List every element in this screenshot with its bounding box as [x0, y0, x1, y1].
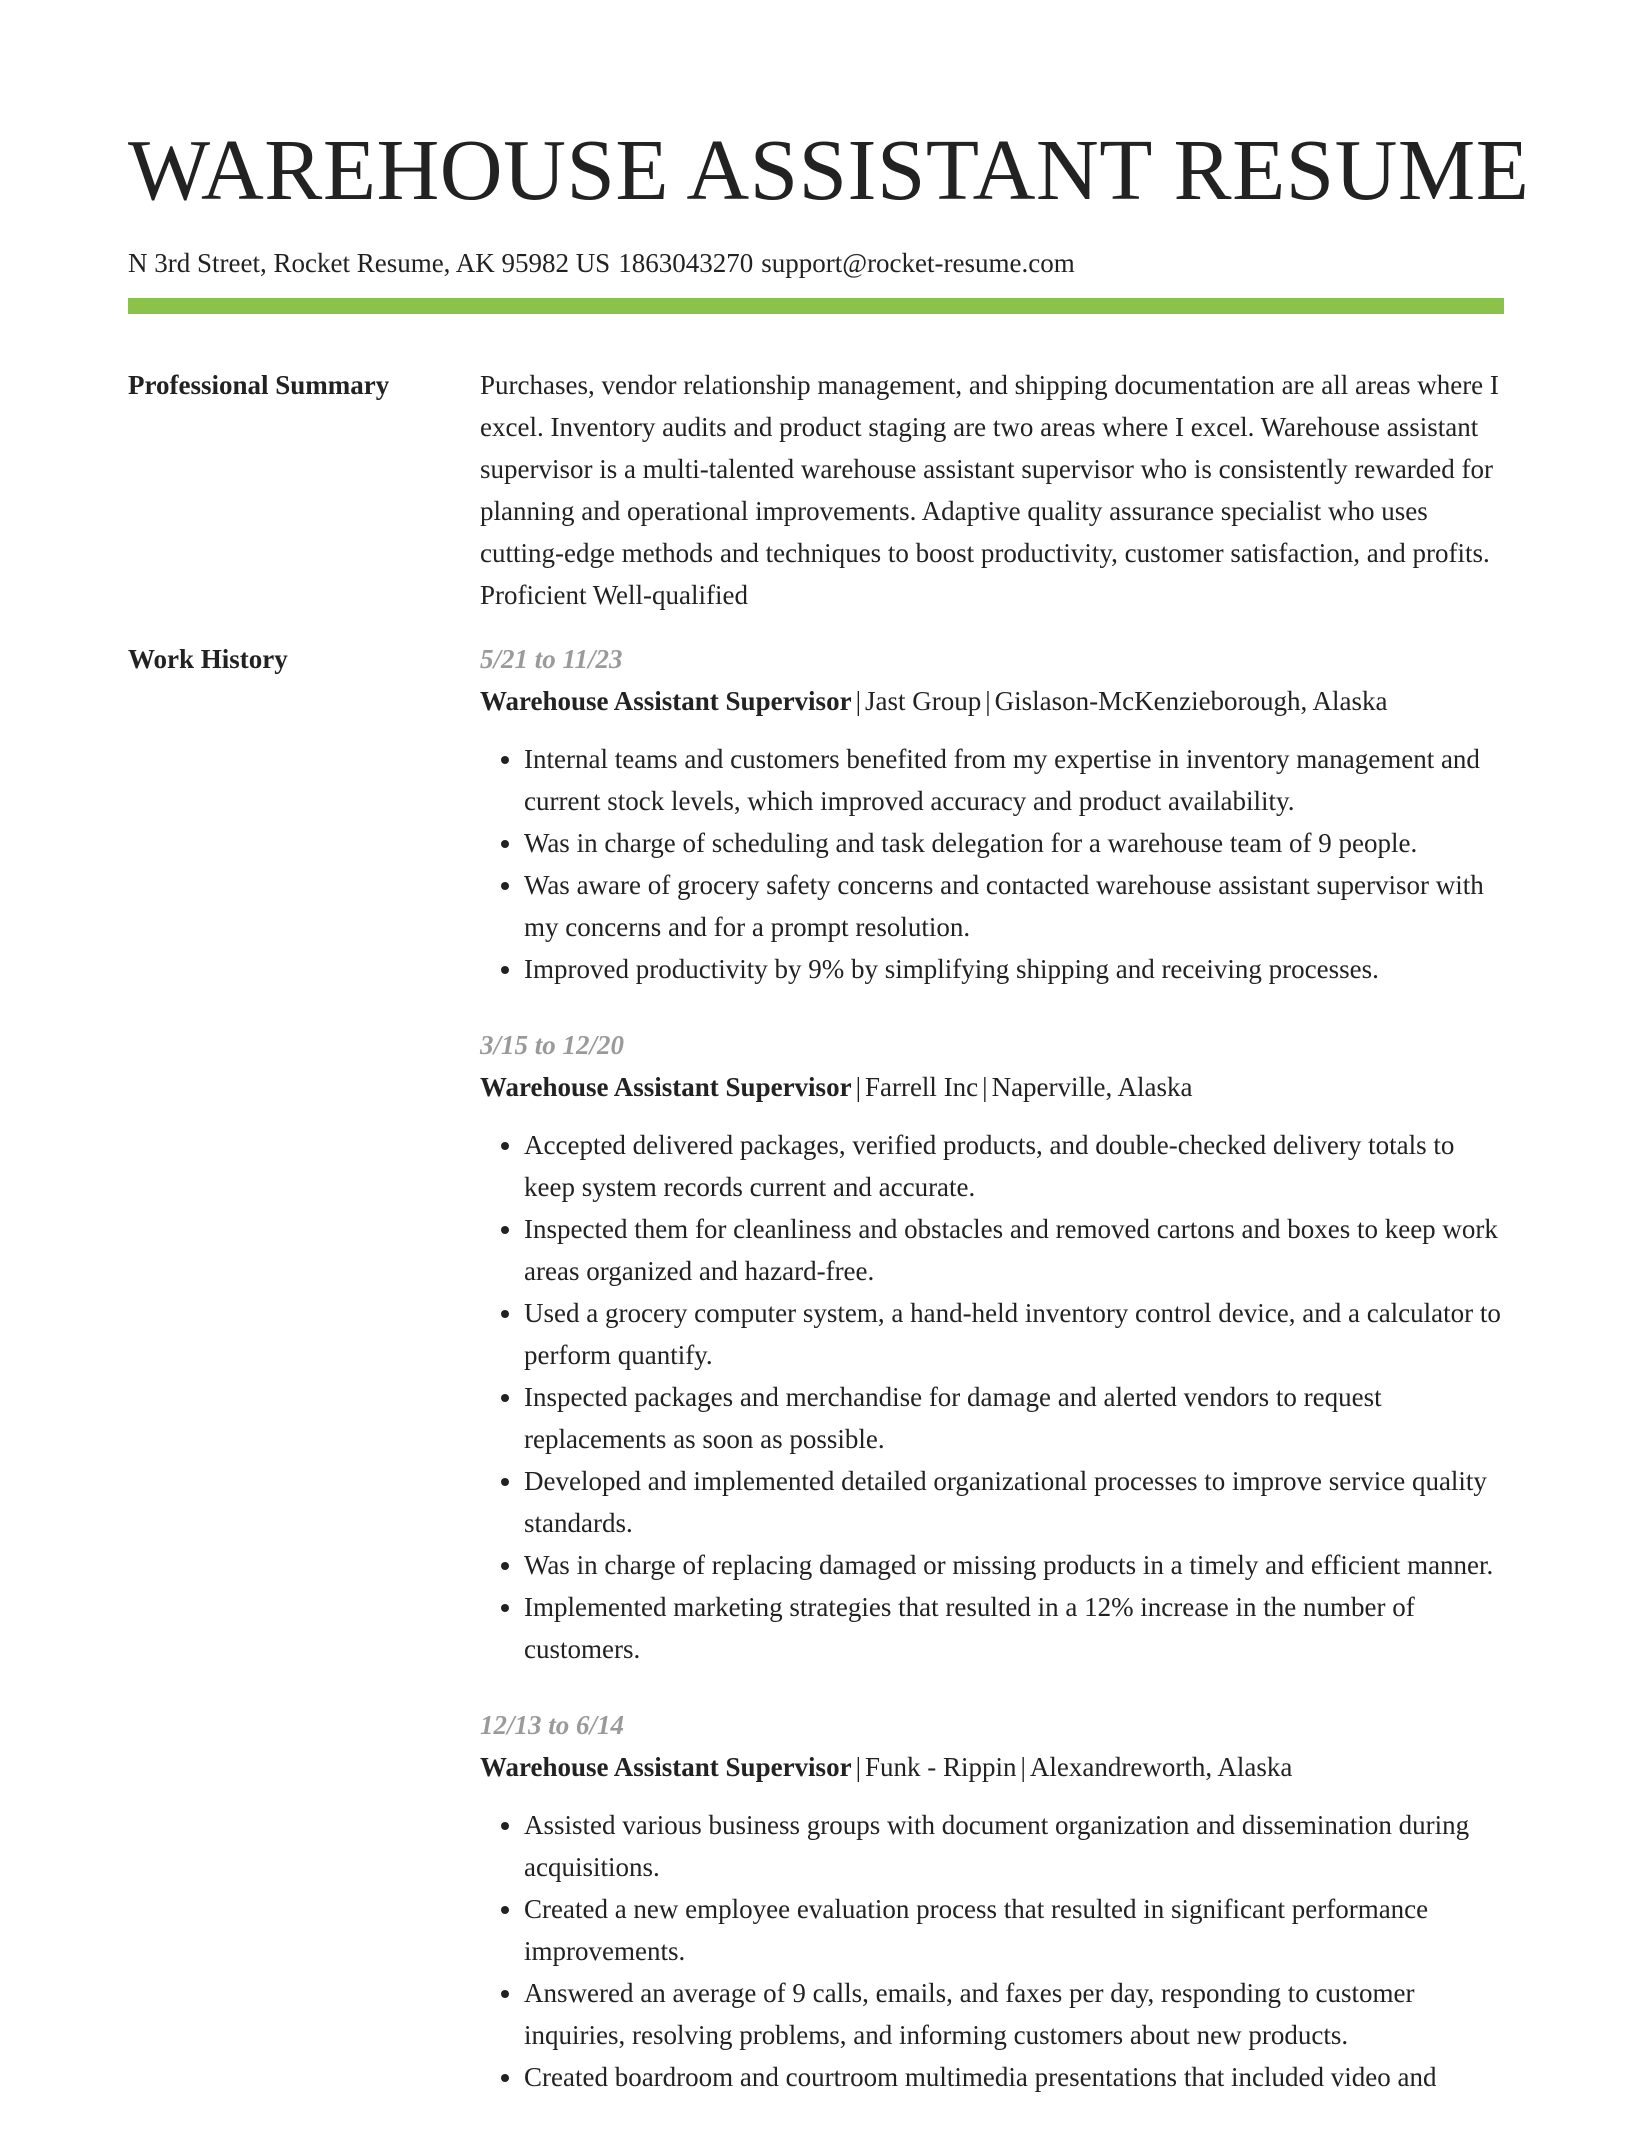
job-company: Jast Group	[864, 686, 982, 716]
separator: |	[1020, 1752, 1026, 1782]
job-heading	[480, 1746, 1504, 1788]
accent-divider	[128, 298, 1504, 314]
job-dates: 3/15 to 12/20	[480, 1030, 625, 1060]
job-bullet: • Used a grocery computer system, a hand-held inventory control device, and a calculator to perform quantify.	[524, 1292, 1504, 1376]
section-label-summary: Professional Summary	[128, 370, 390, 400]
job-location: Gislason-McKenzieborough, Alaska	[994, 686, 1388, 716]
job-bullet: • Was in charge of replacing damaged or missing products in a timely and efficient manner.	[524, 1544, 1504, 1586]
resume-title: WAREHOUSE ASSISTANT RESUME	[128, 121, 1530, 218]
section-label-work-history: Work History	[128, 644, 288, 674]
professional-summary-section	[128, 364, 1504, 616]
job-bullet: • Improved productivity by 9% by simplifying shipping and receiving processes.	[524, 948, 1504, 990]
separator: |	[855, 686, 861, 716]
job-location: Naperville, Alaska	[991, 1072, 1193, 1102]
job-bullet: • Was aware of grocery safety concerns and contacted warehouse assistant supervisor with my concerns and for a prompt resolution.	[524, 864, 1504, 948]
contact-line	[128, 246, 1504, 280]
separator: |	[982, 1072, 988, 1102]
job-bullet: • Inspected packages and merchandise for damage and alerted vendors to request replacements as soon as possible.	[524, 1376, 1504, 1460]
summary-text: Purchases, vendor relationship management, and shipping documentation are all areas where I excel. Inventory audits and product staging are two areas where I excel. Warehouse assistant supervisor is a multi-talented warehouse assistant supervisor who is consistently rewarded for planning and operational improvements. Adaptive quality assurance specialist who uses cutting-edge methods and techniques to boost productivity, customer satisfaction, and profits. Proficient Well-qualified	[480, 370, 1499, 610]
job-bullet: • Answered an average of 9 calls, emails, and faxes per day, responding to customer inquiries, resolving problems, and informing customers about new products.	[524, 1972, 1504, 2056]
resume-page	[128, 0, 1530, 2132]
job-entry	[480, 638, 1504, 990]
separator: |	[985, 686, 991, 716]
job-entry	[480, 1704, 1504, 2098]
contact-phone: 1863043270	[618, 248, 754, 278]
job-company: Farrell Inc	[864, 1072, 979, 1102]
job-bullet: • Accepted delivered packages, verified products, and double-checked delivery totals to keep system records current and accurate.	[524, 1124, 1504, 1208]
job-title: Warehouse Assistant Supervisor	[480, 1072, 852, 1102]
job-title: Warehouse Assistant Supervisor	[480, 1752, 852, 1782]
contact-email[interactable]: support@rocket-resume.com	[761, 248, 1075, 278]
job-bullet: • Created boardroom and courtroom multimedia presentations that included video and	[524, 2056, 1504, 2098]
job-dates: 12/13 to 6/14	[480, 1710, 625, 1740]
job-bullet: • Assisted various business groups with document organization and dissemination during acquisitions.	[524, 1804, 1504, 1888]
job-heading	[480, 680, 1504, 722]
job-bullets	[480, 1124, 1504, 1670]
job-bullet: • Was in charge of scheduling and task delegation for a warehouse team of 9 people.	[524, 822, 1504, 864]
job-bullets	[480, 1804, 1504, 2098]
job-location: Alexandreworth, Alaska	[1029, 1752, 1293, 1782]
work-history-section	[128, 638, 1504, 2132]
separator: |	[855, 1752, 861, 1782]
job-bullet: • Developed and implemented detailed organizational processes to improve service quality standards.	[524, 1460, 1504, 1544]
job-company: Funk - Rippin	[864, 1752, 1017, 1782]
job-dates: 5/21 to 11/23	[480, 644, 623, 674]
work-history-list	[480, 638, 1504, 2132]
job-bullets	[480, 738, 1504, 990]
job-bullet: • Implemented marketing strategies that resulted in a 12% increase in the number of customers.	[524, 1586, 1504, 1670]
contact-address: N 3rd Street, Rocket Resume, AK 95982 US	[128, 248, 611, 278]
job-bullet: • Internal teams and customers benefited from my expertise in inventory management and current stock levels, which improved accuracy and product availability.	[524, 738, 1504, 822]
job-heading	[480, 1066, 1504, 1108]
job-title: Warehouse Assistant Supervisor	[480, 686, 852, 716]
job-bullet: • Inspected them for cleanliness and obstacles and removed cartons and boxes to keep work areas organized and hazard-free.	[524, 1208, 1504, 1292]
job-bullet: • Created a new employee evaluation process that resulted in significant performance improvements.	[524, 1888, 1504, 1972]
job-entry	[480, 1024, 1504, 1670]
separator: |	[855, 1072, 861, 1102]
